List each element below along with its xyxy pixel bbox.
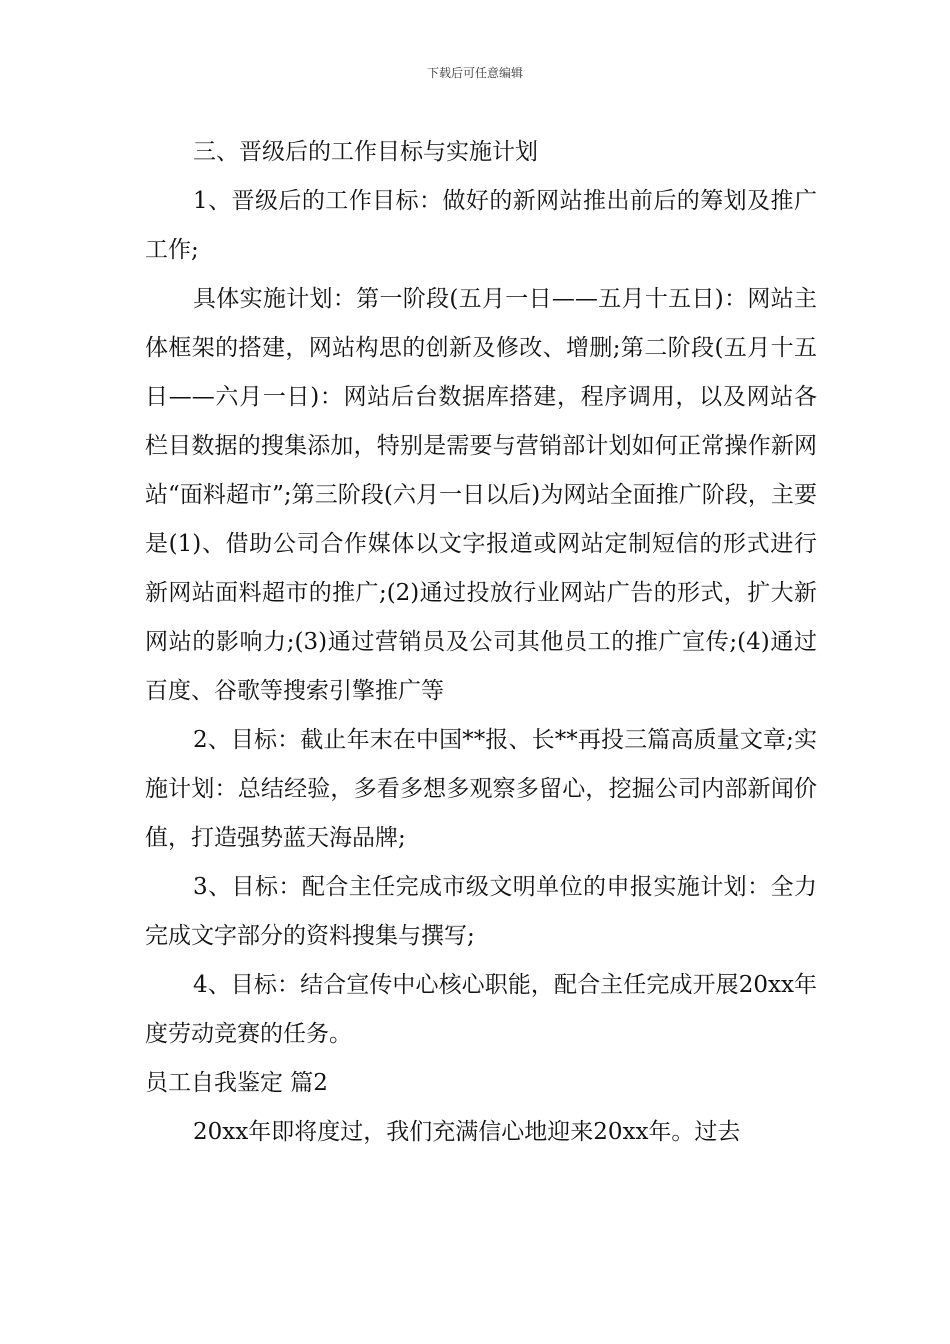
paragraph-plan-details: 具体实施计划：第一阶段(五月一日——五月十五日)：网站主体框架的搭建，网站构思的创新及修改、增删;第二阶段(五月十五日——六月一日)：网站后台数据库搭建，程序调用，以及网站各栏目数据的搜集添加，特别是需要与营销部计划如何正常操作新网站“面料超市”;第三阶段(六月一日以后)为网站全面推广阶段，主要是(1)、借助公司合作媒体以文字报道或网站定制短信的形式进行新网站面料超市的推广;(2)通过投放行业网站广告的形式，扩大新网站的影响力;(3)通过营销员及公司其他员工的推广宣传;(4)通过百度、谷歌等搜索引擎推广等 xyxy=(145,286,817,704)
paragraph-goal-1: 1、晋级后的工作目标：做好的新网站推出前后的筹划及推广工作; xyxy=(145,188,817,263)
paragraph-goal-4: 4、目标：结合宣传中心核心职能，配合主任完成开展20xx年度劳动竞赛的任务。 xyxy=(145,972,817,1047)
paragraph-goal-2: 2、目标：截止年末在中国**报、长**再投三篇高质量文章;实施计划：总结经验，多看多想多观察多留心，挖掘公司内部新闻价值，打造强势蓝天海品牌; xyxy=(145,727,817,851)
section-heading: 三、晋级后的工作目标与实施计划 xyxy=(193,139,538,165)
paragraph-goal-3: 3、目标：配合主任完成市级文明单位的申报实施计划：全力完成文字部分的资料搜集与撰写; xyxy=(145,874,817,949)
page-header-note: 下载后可任意编辑 xyxy=(426,66,523,80)
document-body xyxy=(145,128,817,1157)
section-title-2: 员工自我鉴定 篇2 xyxy=(145,1070,328,1096)
paragraph-intro-2: 20xx年即将度过，我们充满信心地迎来20xx年。过去 xyxy=(193,1119,741,1145)
